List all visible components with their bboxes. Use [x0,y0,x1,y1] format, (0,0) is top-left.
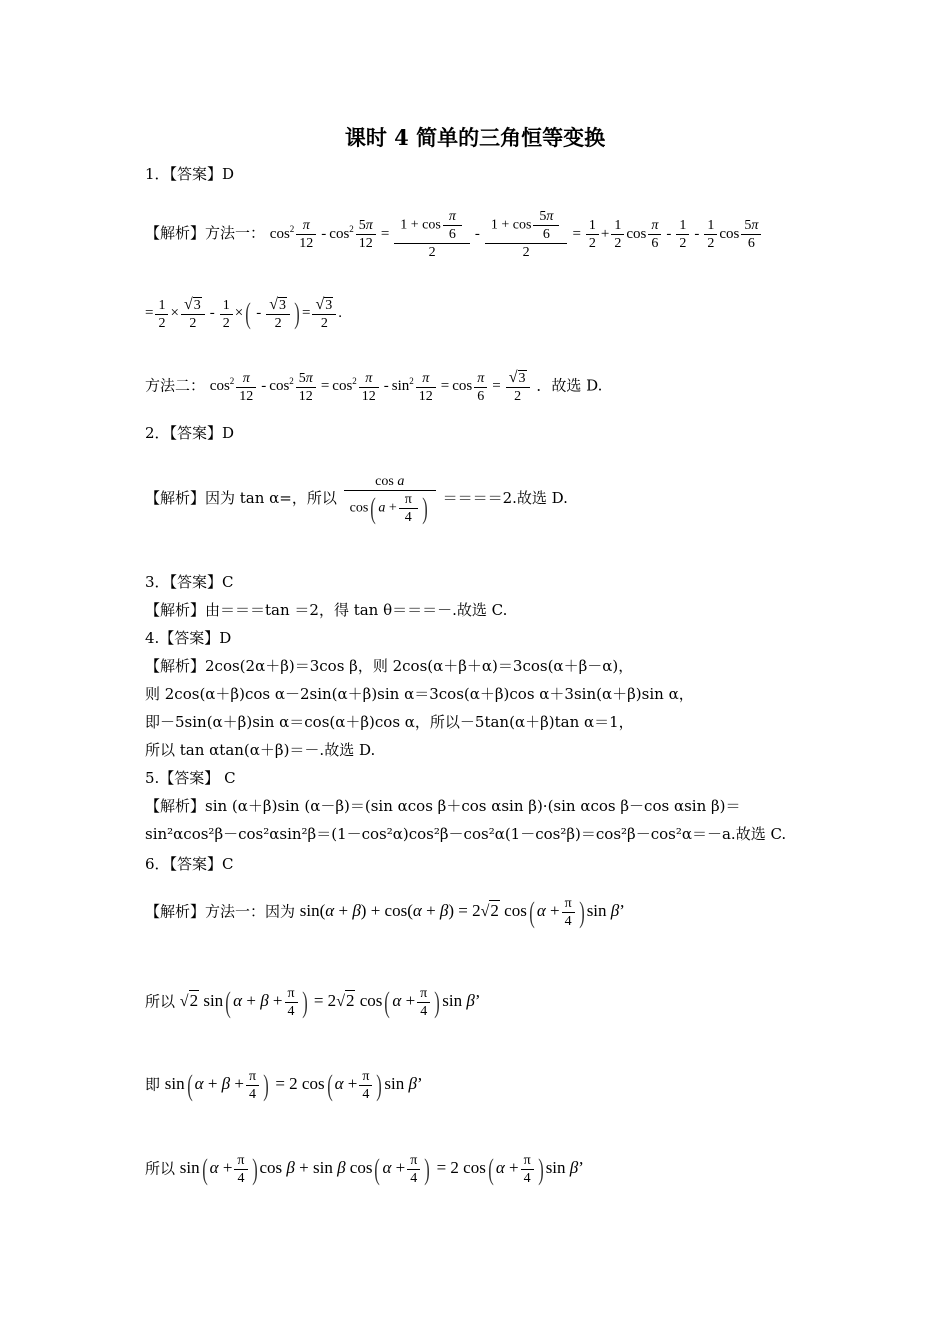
q2-analysis-prefix: 【解析】因为 tan α=，所以 [145,488,337,507]
q4-line-4: 所以 tan αtan(α＋β)＝－.故选 D. [145,741,376,759]
q6-step-2: 所以 √2 sin( α + β + $\frac{\pi}{4}$ ) = 2√2 cos( α + $\frac{\pi}{4}$ ) sin β’ [145,985,481,1019]
q3-analysis: 【解析】由＝＝＝tan ＝2，得 tan θ＝＝＝－.故选 C. [145,601,508,619]
page-title: 课时 4 简单的三角恒等变换 [344,125,606,150]
q2-answer: 2．【答案】D [145,424,235,442]
q1-method1-line [145,208,763,261]
q6-step-4: 所以 sin( α + $\frac{\pi}{4}$ ) cos β + sin β cos( α + $\frac{\pi}{4}$ ) = 2 cos( α + $\frac{\pi}{4}$ ) sin β’ [145,1152,584,1186]
q6-so2-label: 所以 [145,1159,176,1178]
q1-method2-line: 方法二： $\cos^2$ $\frac{\pi}{12}$ - $\cos^2$ $\frac{5\pi}{12}$ = $\cos^2$ $\frac{\pi}{12}$ - $\sin^2$ $\frac{\pi}{12}$ = cos $\frac{\pi}{6}$ = $\frac{√3}{2}$ ．故选 D. [145,369,603,404]
q6-ie-label: 即 [145,1075,161,1094]
q4-answer: 4.【答案】D [145,629,232,647]
q6-answer: 6．【答案】C [145,855,234,873]
q1-method2-prefix: 方法二： [145,376,206,395]
q3-answer: 3．【答案】C [145,573,234,591]
q6-method1-line: 【解析】方法一：因为 sin(α + β) + cos(α + β) = 2√2 cos( α + $\frac{\pi}{4}$ ) sin β’ [145,895,625,929]
q2-analysis-line: 【解析】因为 tan α=，所以 cos a cos( a + $\frac{\pi}{4}$ ) ＝＝＝＝2.故选 D. [145,474,568,525]
q1-method1-formula: $\cos^2$ $\frac{\pi}{12}$ - $\cos^2$ $\frac{5\pi}{12}$ = 1 + cos $\frac{\pi}{6}$ 2 - 1 + cos $\frac{5\pi}{6}$ 2 = $\frac{1}{2}$ + $\frac{1}{2}$ cos $\frac{\pi}{6}$ - $\frac{1}{2}$ - $\frac{1}{2}$ cos $\frac{5\pi}{6}$ [270,226,764,242]
q6-step-3: 即 sin( α + β + $\frac{\pi}{4}$ ) = 2 cos( α + $\frac{\pi}{4}$ ) sin β’ [145,1068,423,1102]
q2-analysis-suffix: ＝＝＝＝2.故选 D. [442,488,568,507]
q1-method2-suffix: ．故选 D. [536,376,603,395]
q5-line-2: sin²αcos²β－cos²αsin²β＝(1－cos²α)cos²β－cos²α(1－cos²β)＝cos²β－cos²α＝－a.故选 C. [145,825,787,843]
q5-answer: 5.【答案】 C [145,769,236,787]
q5-line-1: 【解析】sin (α＋β)sin (α－β)＝(sin αcos β＋cos αsin β)·(sin αcos β－cos αsin β)＝ [145,797,741,815]
q6-analysis-prefix: 【解析】方法一：因为 [145,902,296,921]
q6-so-label: 所以 [145,992,176,1011]
q1-answer: 1．【答案】D [145,165,235,183]
q1-method1-result: = $\frac{1}{2}$ × $\frac{√3}{2}$ - $\frac{1}{2}$ ×( - $\frac{√3}{2}$ ) = $\frac{√3}{2}$ . [145,296,342,331]
q4-line-3: 即－5sin(α＋β)sin α＝cos(α＋β)cos α，所以－5tan(α＋β)tan α＝1， [145,713,634,731]
q4-line-1: 【解析】2cos(2α＋β)＝3cos β，则 2cos(α＋β＋α)＝3cos(α＋β－α)， [145,657,634,675]
q4-line-2: 则 2cos(α＋β)cos α－2sin(α＋β)sin α＝3cos(α＋β)cos α＋3sin(α＋β)sin α， [145,685,694,703]
q1-analysis-prefix: 【解析】方法一： [145,223,266,242]
